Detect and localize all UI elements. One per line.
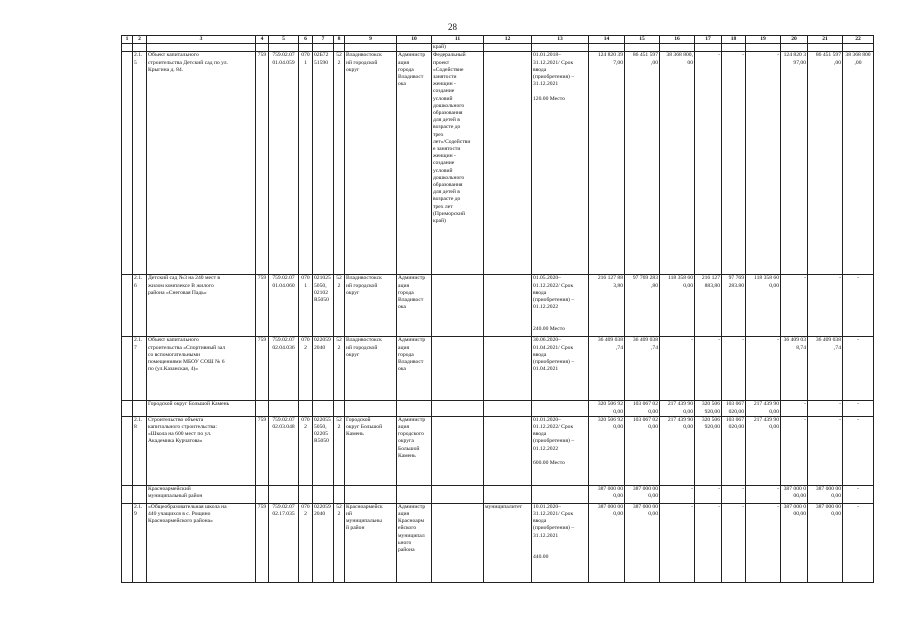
header-cell: 5 [269,36,299,44]
table-cell [397,485,432,503]
table-cell: - [695,52,722,275]
table-cell: - [746,337,781,401]
table-cell: 387 000 0 00,00 [781,485,808,503]
table-cell [484,275,532,337]
table-cell: 320 506 920,00 [695,416,722,485]
table-cell: 2.1.6 [133,275,147,337]
table-row [122,416,874,485]
table-cell: 759.02.07 02.04.036 [269,337,299,401]
table-cell [432,416,484,485]
table-cell: 118 358 60 0,00 [746,275,781,337]
table-cell: 2.1.5 [133,52,147,275]
table-cell: 759 [256,337,269,401]
table-cell: - [722,337,746,401]
table-cell: 759.02.07 01.04.060 [269,275,299,337]
table-cell: 36 409 038 ,74 [808,337,843,401]
table-cell: - [843,416,874,485]
table-cell: 02Б72 51590 [313,52,334,275]
table-cell [484,401,532,416]
table-cell: 97 769 283 ,80 [625,275,660,337]
table-cell: Администр ация города Владивост ока [397,52,432,275]
header-row [122,36,874,44]
table-cell [334,401,345,416]
table-cell: Городской округ Большой Камень [345,416,397,485]
table-cell [532,44,589,52]
table-cell: - [722,503,746,582]
table-cell [269,44,299,52]
table-cell: 01.01.2018– 31.12.2021/ Срок ввода (приобретения) – 31.12.2021 120.00 Место [532,52,589,275]
table-cell: - [781,416,808,485]
table-cell: - [660,337,695,401]
table-cell: 36 409 038 ,74 [589,337,625,401]
table-cell: 103 067 02 0,00 [625,416,660,485]
table-cell: 522 [334,275,345,337]
table-cell [256,44,269,52]
table-cell: 387 000 00 0,00 [625,503,660,582]
table-cell: 103 067 020,00 [722,416,746,485]
table-cell [345,485,397,503]
table-cell: Администр ация Красноарм ейского муниципал ьного района [397,503,432,582]
table-cell [432,275,484,337]
table-cell: Владивостокск ий городской округ [345,337,397,401]
table-cell: 86 451 597 ,00 [625,52,660,275]
table-cell [122,44,133,52]
table-cell: Красноармейск ий муниципальны й район [345,503,397,582]
table-cell: Владивостокск ий городской округ [345,275,397,337]
table-cell: 2.1.7 [133,337,147,401]
header-cell: 1 [122,36,133,44]
table-cell: - [746,52,781,275]
table-cell [133,401,147,416]
table-cell [345,44,397,52]
table-cell: 759 [256,52,269,275]
table-cell: 021025 5050, 02102 R5050 [313,275,334,337]
table-cell: - [660,485,695,503]
table-cell: край) [432,44,484,52]
table-cell: - [843,337,874,401]
table-row [122,275,874,337]
table-cell: 759 [256,416,269,485]
table-cell: Городской округ Большой Камень [147,401,256,416]
table-cell: муниципалитет [484,503,532,582]
table-cell: Администр ация города Владивост ока [397,337,432,401]
table-cell: Администр ация города Владивост ока [397,275,432,337]
table-cell [484,44,532,52]
table-cell: - [695,503,722,582]
table-cell [722,44,746,52]
header-cell: 4 [256,36,269,44]
header-cell: 8 [334,36,345,44]
table-cell: 86 451 597 ,00 [808,52,843,275]
table-cell [532,485,589,503]
header-cell: 9 [345,36,397,44]
table-cell: - [781,401,808,416]
table-cell: 320 506 92 0,00 [589,416,625,485]
table-cell: «Общеобразовательная школа на 440 учащихся в с. Рощино Красноармейского района» [147,503,256,582]
table-cell [256,485,269,503]
table-cell [334,44,345,52]
table-cell [484,485,532,503]
header-cell: 15 [625,36,660,44]
table-cell: 387 000 00 0,00 [625,485,660,503]
table-cell [313,401,334,416]
table-cell [122,275,133,337]
table-cell [432,401,484,416]
table-cell: - [746,503,781,582]
table-cell: - [808,416,843,485]
table-cell: 0701 [299,52,313,275]
table-cell: 36 409 03 8,74 [781,337,808,401]
table-row [122,44,874,52]
table-cell: 103 067 020,00 [722,401,746,416]
table-cell [122,52,133,275]
table-cell [122,416,133,485]
table-cell: 01.01.2020– 01.12.2022/ Срок ввода (приобретения) – 01.12.2022 600.00 Место [532,416,589,485]
table-row [122,337,874,401]
table-cell: 216 127 883,80 [695,275,722,337]
table-cell: - [695,337,722,401]
table-cell: 0702 [299,337,313,401]
table-cell [695,44,722,52]
header-cell: 11 [432,36,484,44]
table-cell: 022055 5050, 02205 R5050 [313,416,334,485]
table-cell: 0702 [299,416,313,485]
table-cell: - [843,485,874,503]
table-cell: 217 439 90 0,00 [660,416,695,485]
table-cell [432,337,484,401]
header-cell: 14 [589,36,625,44]
table-cell: 320 506 920,00 [695,401,722,416]
header-cell: 12 [484,36,532,44]
table-cell [299,44,313,52]
table-cell [532,401,589,416]
table-cell: 30.06.2020– 01.04.2021/ Срок ввода (приобретения) – 01.04.2021 [532,337,589,401]
header-cell: 16 [660,36,695,44]
table-cell [299,485,313,503]
table-cell [625,44,660,52]
table-cell: 022059 2040 [313,503,334,582]
table-row [122,503,874,582]
table-cell [147,44,256,52]
header-cell: 10 [397,36,432,44]
table-cell [299,401,313,416]
header-cell: 18 [722,36,746,44]
table-cell: 522 [334,503,345,582]
table-cell: Федеральный проект «Содействие занятости женщин - создание условий дошкольного образования для детей в возрасте до трех лет»/Содействи е занятости женщин - создание условий дошкольного образования для детей в возрасте до трех лет (Приморский край) [432,52,484,275]
table-cell [432,503,484,582]
table-cell: 2.1.8 [133,416,147,485]
budget-table [121,35,874,583]
table-cell [484,52,532,275]
table-cell: 10.01.2020– 31.12.2021/ Срок ввода (приобретения) – 31.12.2021 440.00 [532,503,589,582]
table-cell: - [746,485,781,503]
header-cell: 6 [299,36,313,44]
table-cell [269,485,299,503]
table-cell: 387 000 00 0,00 [808,503,843,582]
table-cell: - [843,275,874,337]
header-cell: 13 [532,36,589,44]
table-cell [484,337,532,401]
table-cell: 0702 [299,503,313,582]
table-cell [334,485,345,503]
header-cell: 17 [695,36,722,44]
table-cell: - [781,275,808,337]
table-cell: - [722,485,746,503]
table-cell: 97 769 283.80 [722,275,746,337]
table-cell: 124 820 3 97,00 [781,52,808,275]
table-cell [313,44,334,52]
table-cell: 38 368 800, 00 [660,52,695,275]
table-cell [122,485,133,503]
table-cell: - [843,503,874,582]
table-cell: 217 439 90 0,00 [660,401,695,416]
table-cell: 522 [334,416,345,485]
table-cell: 216 127 88 3,80 [589,275,625,337]
header-cell: 2 [133,36,147,44]
table-cell: 759.02.07 02.17.035 [269,503,299,582]
table-cell: Строительство объекта капитального строительства: «Школа на 600 мест по ул. Академика Курчатова» [147,416,256,485]
header-cell: 19 [746,36,781,44]
table-cell: 38 368 800 ,00 [843,52,874,275]
table-cell: 387 000 00 0,00 [589,503,625,582]
table-cell: 759 [256,503,269,582]
table-cell: 217 439 90 0,00 [746,416,781,485]
header-cell: 3 [147,36,256,44]
table-cell: - [660,503,695,582]
table-cell: Детский сад №3 на 240 мест в жилом комплексе В жилого района «Снеговая Падь» [147,275,256,337]
table-cell: 01.05.2020– 01.12.2022/ Срок ввода (приобретения) – 01.12.2022 240.00 Место [532,275,589,337]
page-number: 28 [448,22,457,32]
table-cell [133,44,147,52]
table-row [122,485,874,503]
header-cell: 20 [781,36,808,44]
table-cell: 387 000 00 0,00 [589,485,625,503]
table-cell [432,485,484,503]
table-cell: 118 358 60 0,00 [660,275,695,337]
table-cell [484,416,532,485]
table-cell: Объект капитального строительства Детский сад по ул. Крыгина д. 84. [147,52,256,275]
table-cell [133,485,147,503]
table-cell: 759 [256,275,269,337]
table-cell [808,44,843,52]
table-cell [397,44,432,52]
table-cell [313,485,334,503]
table-cell: 0701 [299,275,313,337]
table-cell: Администр ация городского округа Большой Камень [397,416,432,485]
table-cell [256,401,269,416]
table-cell [122,337,133,401]
table-cell: Объект капитального строительства «Спортивный зал со вспомогательными помещениями МБОУ СОШ № 6 по (ул.Казанская, 4)» [147,337,256,401]
header-cell: 21 [808,36,843,44]
table-cell: 759.02.07 01.04.059 [269,52,299,275]
table-cell: 522 [334,337,345,401]
table-cell [781,44,808,52]
table-row [122,401,874,416]
table-cell [843,44,874,52]
table-cell [269,401,299,416]
table-cell: 124 820 39 7,00 [589,52,625,275]
table-cell: 320 506 92 0,00 [589,401,625,416]
table-cell: 522 [334,52,345,275]
header-cell: 7 [313,36,334,44]
table-cell [746,44,781,52]
table-cell [589,44,625,52]
table-row [122,52,874,275]
table-cell: 217 439 90 0,00 [746,401,781,416]
table-cell: 2.1.9 [133,503,147,582]
table-cell: - [843,401,874,416]
table-cell [345,401,397,416]
table-cell: 022059 2040 [313,337,334,401]
table-cell: 387 000 0 00,00 [781,503,808,582]
table-cell [122,503,133,582]
table-cell [660,44,695,52]
table-cell: - [808,275,843,337]
table-cell [397,401,432,416]
table-cell: 387 000 00 0,00 [808,485,843,503]
table-cell: Красноармейский муниципальный район [147,485,256,503]
table-cell [122,401,133,416]
header-cell: 22 [843,36,874,44]
table-cell: - [695,485,722,503]
table-cell: 759.02.07 02.03.048 [269,416,299,485]
table-cell: 36 409 038 ,74 [625,337,660,401]
table-cell: 103 067 02 0,00 [625,401,660,416]
table-cell: - [808,401,843,416]
table-cell: - [722,52,746,275]
table-cell: Владивостокск ий городской округ [345,52,397,275]
